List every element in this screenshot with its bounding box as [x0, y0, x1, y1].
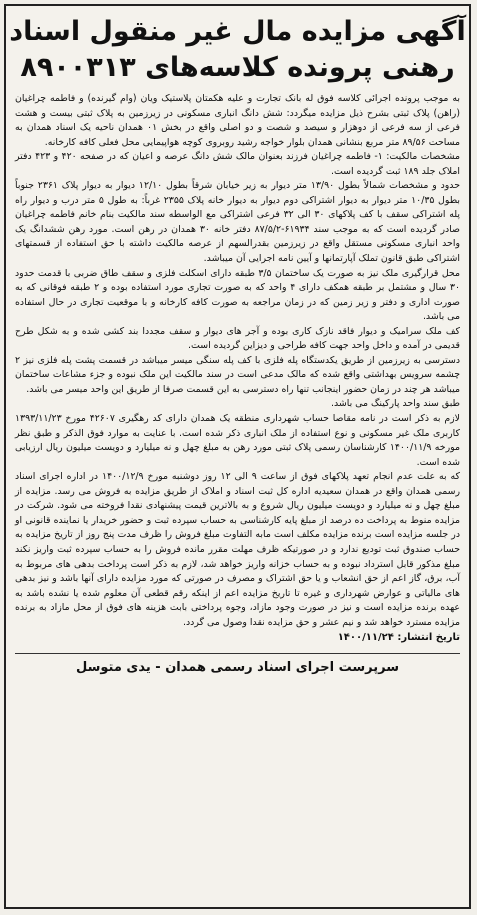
paragraph-location: محل قرارگیری ملک نیز به صورت یک ساختمان ۳/۵ طبقه دارای اسکلت فلزی و سقف طاق ضربی با قدمت حدود ۳۰ سال و مشتمل بر طبقه همکف دارای ۴ واحد که به صورت تجاری مورد استفاده بوده و ۲ طبقه فوقانی که به صورت اداری و دفتر و زیر زمین که در زمان مراجعه به صورت کافه کارخانه و با موقعیت تجاری در حال استفاده می باشد.	[15, 267, 460, 323]
publication-date-line	[6, 630, 469, 643]
paragraph-parking: طبق سند واحد پارکینگ می باشد.	[330, 398, 460, 410]
notice-body	[6, 86, 469, 630]
publication-date: ۱۴۰۰/۱۱/۲۴	[337, 632, 394, 644]
notice-page	[4, 4, 471, 909]
notice-subtitle: رهنی پرونده کلاسه‌های ۸۹۰۰۳۱۳	[20, 52, 455, 83]
paragraph-valuation: لازم به ذکر است در نامه مقاصا حساب شهرداری منطقه یک همدان دارای کد رهگیری ۴۲۶۰۷ مورخ ۱۳۹۳/۱۱/۲۳ کاربری ملک غیر مسکونی و نوع استفاده از ملک انباری ذکر شده است. با عنایت به موارد فوق الذکر و طبق نظر مورخه ۱۴۰۰/۱۱/۹ کارشناسان رسمی پلاک ثبتی مورد رهن به مبلغ چهل و نه میلیارد و دویست میلیون ریال ارزیابی شده است.	[15, 413, 461, 468]
signature: سرپرست اجرای اسناد رسمی همدان - یدی متوسل	[76, 660, 399, 676]
paragraph-boundaries: حدود و مشخصات شمالاً بطول ۱۳/۹۰ متر دیوار به زیر خیابان شرقاً بطول ۱۲/۱۰ دیوار به دیوار پلاک ۲۳۶۱ جنوباً بطول ۱۰/۳۵ متر دیوار به دیوار اشتراکی دوم دیوار به دیوار خانه پلاک ۲۳۵۵ غرباً: به طول ۵ متر درب و دیوار راه پله اشتراکی سقف با کف پلاکهای ۳۰ الی ۳۲ فرعی اشتراکی مع الواسطه سند مالکیت بنام خانم فاطمه چراغیان صادر گردیده است که به موجب سند ۶۱۹۳۴-۸۷/۵/۲ دفتر خانه ۳۰ همدان در رهن است. مورد رهن ششدانگ یک واحد انباری مسکونی مستقل واقع در زیرزمین بقدرالسهم از عرصه مالکیت داشته با حق استفاده از قسمتهای اشتراکی طبق قانون تملک آپارتمانها و آیین نامه اجرایی آن میباشد.	[15, 180, 461, 265]
paragraph-access: دسترسی به زیرزمین از طریق یکدستگاه پله فلزی با کف پله سنگی میسر میباشد در قسمت پشت پله فلزی نیز ۲ چشمه سرویس بهداشتی واقع شده که مالک مدعی است در سند مالکیت این ملک نبوده و جزء مشاعات ساختمان میباشد هر چند در زمان حضور اینجانب تنها راه دسترسی به این قسمت صرفا از طریق این واحد میسر می باشد.	[15, 354, 460, 395]
paragraph-ownership: مشخصات مالکیت: ۱- فاطمه چراغیان فرزند بعنوان مالک شش دانگ عرصه و اعیان که در صفحه ۴۲۰ و ۴۲۳ دفتر املاک جلد ۱۸۹ ثبت گردیده است.	[15, 151, 460, 177]
notice-title: آگهی مزایده مال غیر منقول اسناد	[9, 16, 466, 47]
paragraph-intro: به موجب پرونده اجرائی کلاسه فوق له بانک تجارت و علیه هکمتان پلاستیک ویان (وام گیرنده) و فاطمه چراغیان (راهن) پلاک ثبتی بشرح ذیل مزایده میگردد: شش دانگ انباری مسکونی در زیرزمین به پلاک ثبتی بیست و هشت فرعی از سه فرعی از دوهزار و سیصد و شصت و دو اصلی واقع در بخش ۰۱ همدان ناحیه یک اسناد همدان به مساحت ۸۹/۵۶ متر مربع بنشانی همدان بلوار خواجه رشید روبروی کوچه هواپیمایی محل فعلی کافه کارخانه.	[15, 93, 460, 148]
paragraph-floor: کف ملک سرامیک و دیوار فاقد نازک کاری بوده و آجر های دیوار و سقف مجددا بند کشی شده و به شکل طرح قدیمی در آمده و داخل واحد جهت کافه طراحی و دیزاین گردیده است.	[15, 325, 460, 352]
notice-header	[6, 6, 469, 86]
paragraph-auction-terms: که به علت عدم انجام تعهد پلاکهای فوق از ساعت ۹ الی ۱۲ روز دوشنبه مورخ ۱۴۰۰/۱۲/۹ در اداره اجرای اسناد رسمی همدان واقع در همدان سعیدیه اداره کل ثبت اسناد و املاک از طریق مزایده به فروش می رسد. مزایده از مبلغ چهل و نه میلیارد و دویست میلیون ریال شروع و به بالاترین قیمت پیشنهادی نقدا فروخته می شود. شرکت در مزایده منوط به پرداخت ده درصد از مبلغ پایه کارشناسی به حساب سپرده ثبت و حضور خریدار یا نماینده قانونی او در جلسه مزایده است برنده مزایده مکلف است مابه التفاوت مبلغ فروش را ظرف مدت پنج روز از تاریخ مزایده به حساب صندوق ثبت تودیع ندارد و در صورتیکه ظرف مهلت مقرر مانده فروش را به حساب سپرده ثبت واریز نکند مبلغ مذکور قابل استرداد نبوده و به حساب خزانه واریز خواهد شد، لازم به ذکر است پرداخت بدهی های مربوط به آب، برق، گاز اعم از حق انشعاب و یا حق اشتراک و مصرف در صورتی که مورد مزایده دارای آنها باشد و نیز بدهی های مالیاتی و عوارض شهرداری و غیره تا تاریخ مزایده اعم از اینکه رقم قطعی آن معلوم شده یا نشده باشد به عهده برنده مزایده است و نیز در صورت وجود مازاد، وجوه پرداختی بابت هزینه های فوق از محل مازاد به برنده مزایده مسترد خواهد شد و نیم عشر و حق مزایده نقدا وصول می گردد.	[15, 471, 461, 628]
publication-label: تاریخ انتشار:	[397, 632, 460, 644]
